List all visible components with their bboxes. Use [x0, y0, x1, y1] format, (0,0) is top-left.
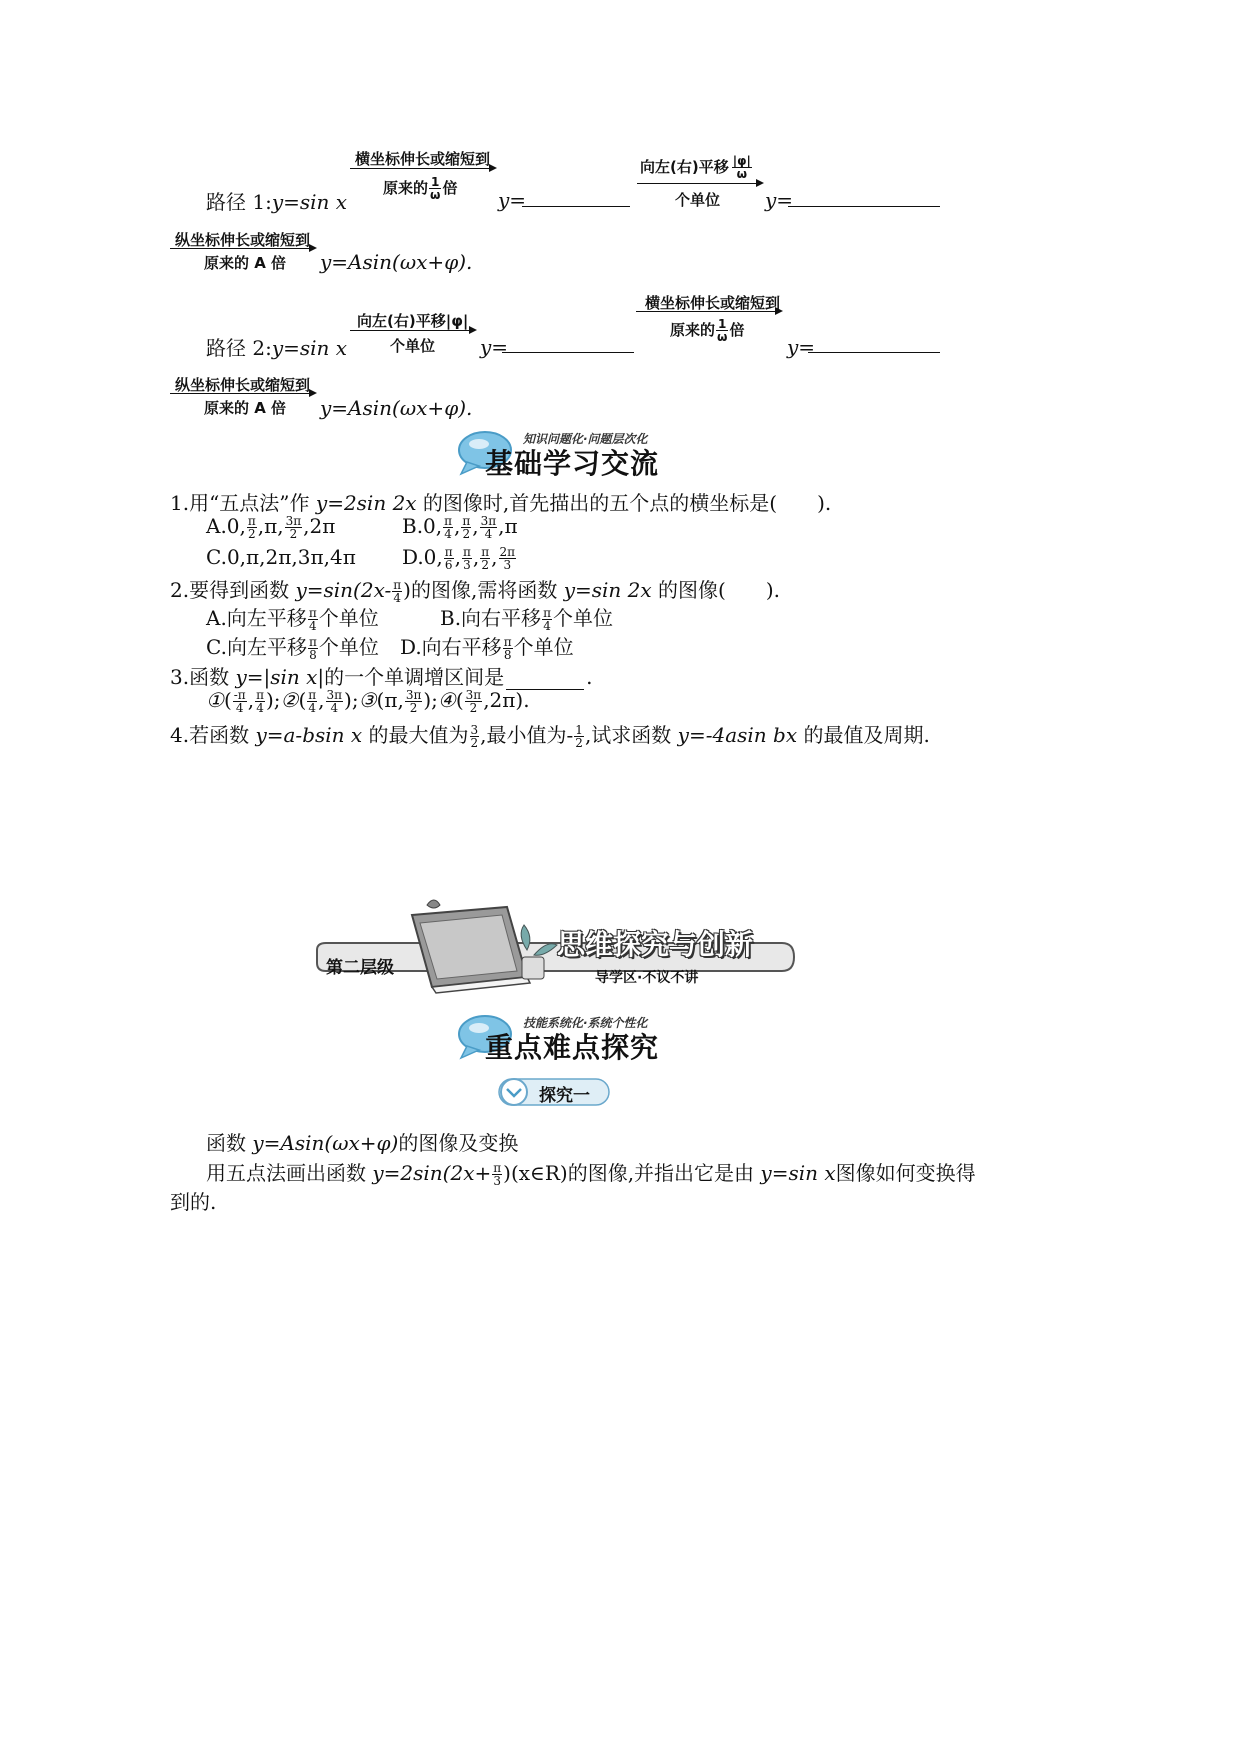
path2-step1-bottom: 个单位 [390, 337, 436, 355]
question-1: 1.用“五点法”作 y=2sin 2x 的图像时,首先描出的五个点的横坐标是( ). [170, 491, 832, 515]
arrow [170, 248, 315, 249]
arrow [350, 168, 495, 169]
level2-title: 思维探究与创新 [557, 928, 754, 961]
section-heading-key [455, 1012, 695, 1062]
question-3: 3.函数 y=|sin x|的一个单调增区间是 . [170, 665, 593, 689]
section-title: 基础学习交流 [485, 447, 660, 480]
section-title: 重点难点探究 [485, 1031, 660, 1064]
path1-step1-top: 横坐标伸长或缩短到 [355, 150, 491, 168]
path2-y2: y= [787, 335, 816, 359]
arrow [636, 311, 781, 312]
path2-result: y=Asin(ωx+φ). [320, 396, 473, 420]
level2-subtitle: 导学区·不议不讲 [595, 970, 699, 986]
path2-step3-bottom: 原来的 A 倍 [204, 399, 287, 417]
explore-body: 用五点法画出函数 y=2sin(2x+ $\frac{\pi}{3}$ )(x∈R)的图像,并指出它是由 y=sin x图像如何变换得 [206, 1161, 976, 1188]
q1-option-b: B.0, $\frac{\pi}{4}$ , $\frac{\pi}{2}$ , $\frac{3\pi}{4}$ ,π [402, 514, 518, 541]
q1-option-d: D.0, $\frac{\pi}{6}$ , $\frac{\pi}{3}$ , $\frac{\pi}{2}$ , $\frac{2\pi}{3}$ [402, 545, 516, 572]
path1-step2-top: 向左(右)平移 $\frac{|\varphi|}{\omega}$ [640, 154, 751, 181]
path2-label: 路径 2:y=sin x [206, 336, 348, 360]
section-tag: 知识问题化·问题层次化 [523, 432, 648, 446]
answer-blank[interactable] [502, 352, 634, 353]
explore-badge [497, 1075, 612, 1109]
q2-option-d: D.向右平移 $\frac{\pi}{8}$ 个单位 [400, 635, 574, 662]
q2-option-b: B.向右平移 $\frac{\pi}{4}$ 个单位 [440, 606, 613, 633]
answer-blank[interactable] [522, 206, 630, 207]
path1-result: y=Asin(ωx+φ). [320, 250, 473, 274]
section-tag: 技能系统化·系统个性化 [523, 1016, 648, 1030]
q3-options: ①( $\frac{-\pi}{4}$ , $\frac{\pi}{4}$ );②( $\frac{\pi}{4}$ , $\frac{3\pi}{4}$ );③(π, $\frac{3\pi}{2}$ );④( $\frac{3\pi}{2}$ ,2π). [206, 688, 530, 715]
answer-blank[interactable] [506, 665, 584, 690]
q1-option-c: C.0,π,2π,3π,4π [206, 545, 356, 569]
question-2: 2.要得到函数 y=sin(2x- $\frac{\pi}{4}$ )的图像,需将函数 y=sin 2x 的图像( ). [170, 578, 780, 605]
answer-blank[interactable] [808, 352, 940, 353]
section-heading-basic [455, 428, 695, 478]
path1-y1: y= [498, 188, 527, 212]
path1-y2: y= [765, 188, 794, 212]
level2-banner [312, 895, 797, 995]
answer-blank[interactable] [788, 206, 940, 207]
explore-topic: 函数 y=Asin(ωx+φ)的图像及变换 [206, 1131, 519, 1155]
q2-option-a: A.向左平移 $\frac{\pi}{4}$ 个单位 [206, 606, 379, 633]
path2-step2-bottom: 原来的 $\frac{1}{\omega}$ 倍 [670, 317, 745, 344]
question-4: 4.若函数 y=a-bsin x 的最大值为 $\frac{3}{2}$ ,最小值为- $\frac{1}{2}$ ,试求函数 y=-4asin bx 的最值及周期. [170, 723, 930, 750]
path2-step1-top: 向左(右)平移|φ| [357, 312, 469, 330]
path1-step2-bottom: 个单位 [675, 191, 721, 209]
path1-step1-bottom: 原来的 $\frac{1}{\omega}$ 倍 [383, 175, 458, 202]
path1-label: 路径 1:y=sin x [206, 190, 348, 214]
path2-step3-top: 纵坐标伸长或缩短到 [175, 376, 311, 394]
path2-y1: y= [480, 335, 509, 359]
level2-label: 第二层级 [326, 958, 394, 978]
arrow [350, 330, 475, 331]
path2-step2-top: 横坐标伸长或缩短到 [645, 294, 781, 312]
badge-label: 探究一 [539, 1086, 590, 1106]
explore-body-line2: 到的. [170, 1190, 217, 1214]
q2-option-c: C.向左平移 $\frac{\pi}{8}$ 个单位 [206, 635, 379, 662]
path1-step3-bottom: 原来的 A 倍 [204, 254, 287, 272]
path1-step3-top: 纵坐标伸长或缩短到 [175, 231, 311, 249]
arrow [637, 183, 762, 184]
q1-option-a: A.0, $\frac{\pi}{2}$ ,π, $\frac{3\pi}{2}$ ,2π [206, 514, 336, 541]
arrow [170, 393, 315, 394]
